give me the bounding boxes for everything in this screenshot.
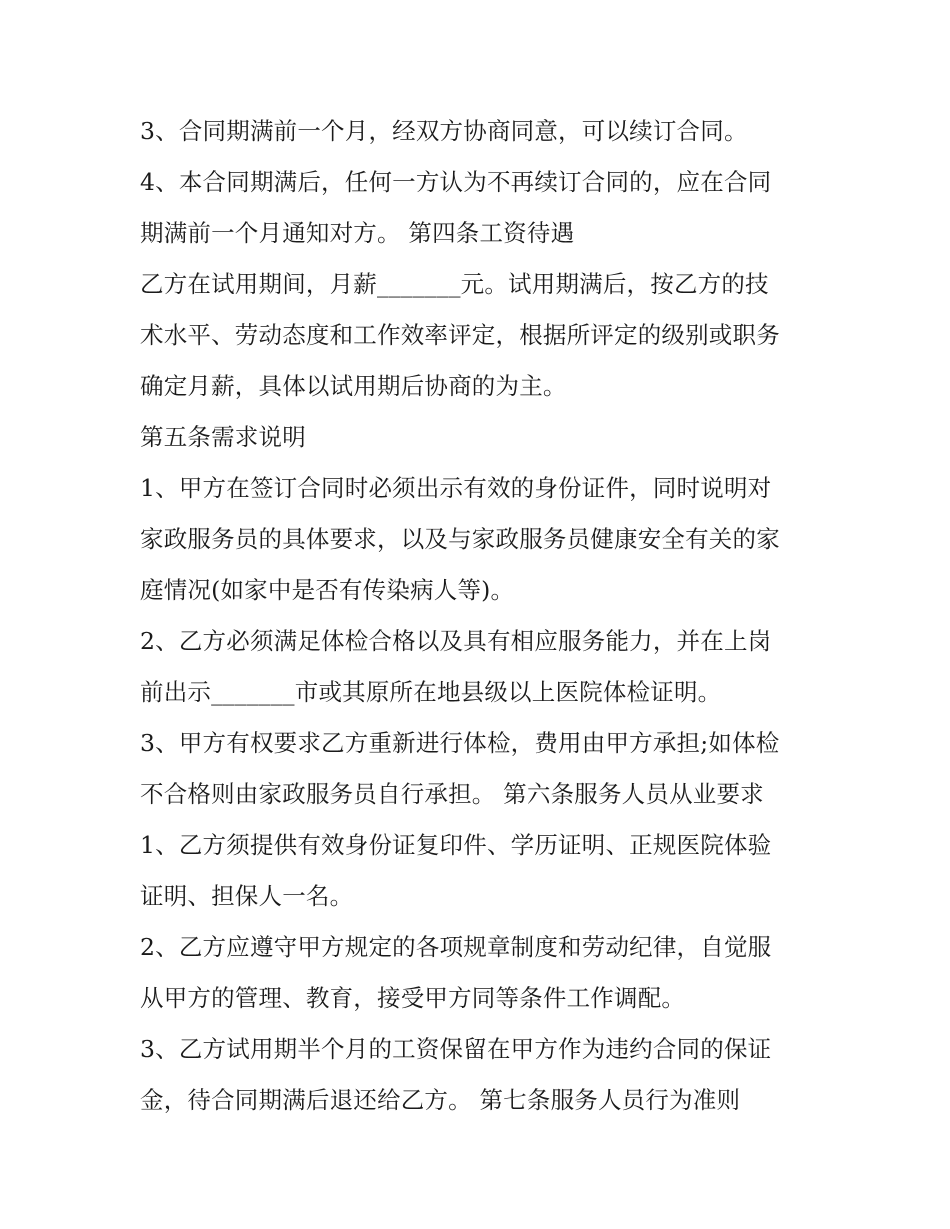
text-line: 2、乙方应遵守甲方规定的各项规章制度和劳动纪律，自觉服 (140, 933, 772, 961)
text-line: 4、本合同期满后，任何一方认为不再续订合同的，应在合同 (140, 168, 772, 196)
text-line: 确定月薪，具体以试用期后协商的为主。 (140, 372, 567, 400)
text-line: 家政服务员的具体要求，以及与家政服务员健康安全有关的家 (140, 525, 780, 553)
text-line: 证明、担保人一名。 (140, 882, 354, 910)
text-line: 庭情况(如家中是否有传染病人等)。 (140, 576, 515, 604)
text-line: 前出示_______市或其原所在地县级以上医院体检证明。 (140, 678, 722, 706)
text-line: 3、合同期满前一个月，经双方协商同意，可以续订合同。 (140, 117, 748, 145)
text-line: 术水平、劳动态度和工作效率评定，根据所评定的级别或职务 (140, 321, 780, 349)
text-line: 1、乙方须提供有效身份证复印件、学历证明、正规医院体验 (140, 831, 772, 859)
text-line: 3、甲方有权要求乙方重新进行体检，费用由甲方承担;如体检 (140, 729, 780, 757)
text-line: 2、乙方必须满足体检合格以及具有相应服务能力，并在上岗 (140, 627, 772, 655)
text-line: 期满前一个月通知对方。 第四条工资待遇 (140, 219, 575, 247)
text-line: 金，待合同期满后退还给乙方。 第七条服务人员行为准则 (140, 1086, 741, 1114)
text-line: 乙方在试用期间，月薪_______元。试用期满后，按乙方的技 (140, 270, 769, 298)
text-line: 不合格则由家政服务员自行承担。 第六条服务人员从业要求 (140, 780, 764, 808)
text-line: 从甲方的管理、教育，接受甲方同等条件工作调配。 (140, 984, 686, 1012)
text-line: 3、乙方试用期半个月的工资保留在甲方作为违约合同的保证 (140, 1035, 772, 1063)
document-body (140, 106, 830, 1126)
text-line: 1、甲方在签订合同时必须出示有效的身份证件，同时说明对 (140, 474, 772, 502)
section-heading: 第五条需求说明 (140, 423, 306, 451)
